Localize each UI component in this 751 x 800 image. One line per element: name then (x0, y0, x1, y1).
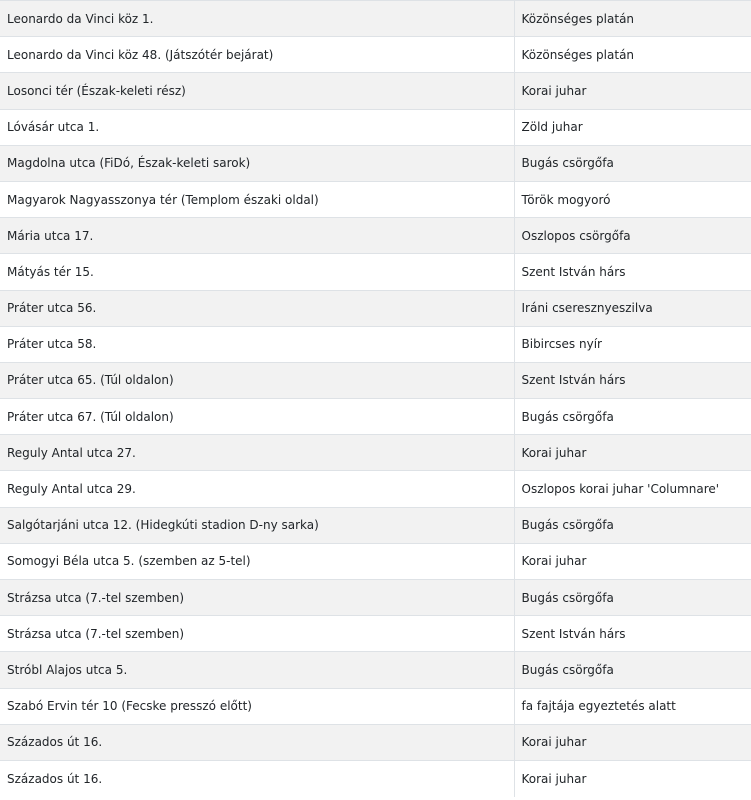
table-row (0, 73, 751, 109)
address-cell: Lóvásár utca 1. (0, 109, 514, 145)
address-cell: Práter utca 65. (Túl oldalon) (0, 362, 514, 398)
species-cell: Korai juhar (514, 543, 751, 579)
species-cell: fa fajtája egyeztetés alatt (514, 688, 751, 724)
address-cell: Strázsa utca (7.-tel szemben) (0, 580, 514, 616)
address-cell: Leonardo da Vinci köz 48. (Játszótér bejárat) (0, 37, 514, 73)
address-cell: Leonardo da Vinci köz 1. (0, 1, 514, 37)
table-row (0, 37, 751, 73)
address-cell: Magdolna utca (FiDó, Észak-keleti sarok) (0, 145, 514, 181)
table-row (0, 290, 751, 326)
table-row (0, 218, 751, 254)
address-cell: Práter utca 56. (0, 290, 514, 326)
address-cell: Mátyás tér 15. (0, 254, 514, 290)
table-row (0, 181, 751, 217)
table-row (0, 254, 751, 290)
table-row (0, 399, 751, 435)
address-cell: Szabó Ervin tér 10 (Fecske presszó előtt) (0, 688, 514, 724)
address-cell: Mária utca 17. (0, 218, 514, 254)
species-cell: Zöld juhar (514, 109, 751, 145)
table-row (0, 326, 751, 362)
table-row (0, 435, 751, 471)
address-cell: Losonci tér (Észak-keleti rész) (0, 73, 514, 109)
table-row (0, 1, 751, 37)
tree-table-body (0, 1, 751, 797)
species-cell: Bugás csörgőfa (514, 580, 751, 616)
address-cell: Százados út 16. (0, 724, 514, 760)
species-cell: Oszlopos korai juhar 'Columnare' (514, 471, 751, 507)
address-cell: Reguly Antal utca 29. (0, 471, 514, 507)
table-row (0, 471, 751, 507)
species-cell: Iráni cseresznyeszilva (514, 290, 751, 326)
species-cell: Korai juhar (514, 724, 751, 760)
table-row (0, 580, 751, 616)
species-cell: Korai juhar (514, 73, 751, 109)
species-cell: Bibircses nyír (514, 326, 751, 362)
address-cell: Práter utca 67. (Túl oldalon) (0, 399, 514, 435)
species-cell: Közönséges platán (514, 1, 751, 37)
species-cell: Közönséges platán (514, 37, 751, 73)
table-row (0, 724, 751, 760)
species-cell: Korai juhar (514, 760, 751, 796)
species-cell: Korai juhar (514, 435, 751, 471)
table-row (0, 145, 751, 181)
species-cell: Bugás csörgőfa (514, 507, 751, 543)
species-cell: Szent István hárs (514, 362, 751, 398)
table-row (0, 688, 751, 724)
address-cell: Somogyi Béla utca 5. (szemben az 5-tel) (0, 543, 514, 579)
species-cell: Török mogyoró (514, 181, 751, 217)
table-row (0, 362, 751, 398)
species-cell: Bugás csörgőfa (514, 145, 751, 181)
table-row (0, 109, 751, 145)
species-cell: Oszlopos csörgőfa (514, 218, 751, 254)
address-cell: Strázsa utca (7.-tel szemben) (0, 616, 514, 652)
table-row (0, 616, 751, 652)
table-row (0, 543, 751, 579)
species-cell: Bugás csörgőfa (514, 652, 751, 688)
address-cell: Salgótarjáni utca 12. (Hidegkúti stadion D-ny sarka) (0, 507, 514, 543)
table-row (0, 760, 751, 796)
table-row (0, 507, 751, 543)
address-cell: Százados út 16. (0, 760, 514, 796)
species-cell: Bugás csörgőfa (514, 399, 751, 435)
address-cell: Magyarok Nagyasszonya tér (Templom északi oldal) (0, 181, 514, 217)
address-cell: Reguly Antal utca 27. (0, 435, 514, 471)
address-cell: Stróbl Alajos utca 5. (0, 652, 514, 688)
species-cell: Szent István hárs (514, 616, 751, 652)
address-cell: Práter utca 58. (0, 326, 514, 362)
table-row (0, 652, 751, 688)
species-cell: Szent István hárs (514, 254, 751, 290)
